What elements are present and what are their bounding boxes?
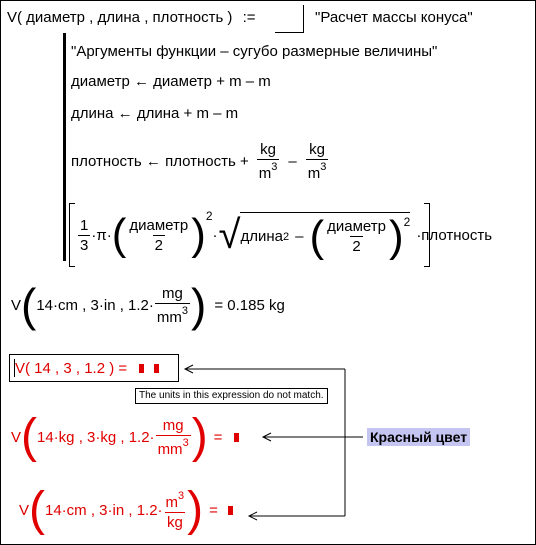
function-name: V <box>11 296 22 314</box>
kg-label: kg <box>309 140 325 158</box>
square-exp: 2 <box>403 214 411 229</box>
paren-open: ( <box>309 211 325 261</box>
two-label: 2 <box>352 238 361 255</box>
paren-open: ( <box>29 483 45 536</box>
square-exp: 2 <box>205 209 213 223</box>
paren-open: ( <box>111 210 127 259</box>
mg-label: mg <box>162 416 184 434</box>
kg-label: kg <box>166 513 183 531</box>
arguments: 14·cm , 3·in , 1.2· <box>36 296 154 314</box>
m-label: m <box>165 493 179 511</box>
minus-sign: – <box>295 228 304 245</box>
diameter-label: диаметр <box>129 216 189 234</box>
paren-close: ) <box>187 483 204 536</box>
pi-symbol: ·π· <box>91 226 112 244</box>
arguments: 14·cm , 3·in , 1.2· <box>45 501 163 519</box>
line-diameter: диаметр ← диаметр + m – m <box>71 73 271 90</box>
unitless-expression: V( 14 , 3 , 1.2 ) = <box>15 359 128 377</box>
paren-open: ( <box>21 279 37 331</box>
m-label: m <box>258 164 272 182</box>
paren-open: ( <box>21 410 37 463</box>
diameter-label: диаметр <box>327 218 386 235</box>
line-length: длина ← длина + m – m <box>71 105 239 122</box>
arguments: 14·kg , 3·kg , 1.2· <box>37 428 155 446</box>
cube-exp: 3 <box>181 304 189 317</box>
function-signature: V( диаметр , длина , плотность ) <box>7 9 233 26</box>
density-assign: плотность ← плотность + <box>71 152 249 170</box>
error-tooltip: The units in this expression do not match. <box>135 388 328 404</box>
mm-label: mm <box>157 440 183 458</box>
paren-close: ) <box>191 410 208 463</box>
title-comment: "Расчет массы конуса" <box>315 9 473 26</box>
square-exp: 2 <box>283 230 290 243</box>
minus-sign: – <box>288 152 297 170</box>
function-name: V <box>19 501 30 519</box>
equals-sign: = <box>209 501 218 519</box>
assign-operator: := <box>242 9 256 26</box>
mg-label: mg <box>162 284 183 302</box>
kg-label: kg <box>260 140 276 158</box>
paren-close: ) <box>191 279 207 331</box>
density-label: ·плотность <box>416 226 493 244</box>
annotation-arrows <box>1 1 535 544</box>
numerator-one: 1 <box>80 216 89 234</box>
sqrt-icon: √ <box>218 213 241 257</box>
mm-label: mm <box>156 308 182 326</box>
function-name: V <box>11 428 22 446</box>
paren-close: ) <box>191 210 206 259</box>
cube-exp: 3 <box>271 160 278 173</box>
equals-sign: = <box>213 428 223 446</box>
two-label: 2 <box>154 236 163 254</box>
red-color-note: Красный цвет <box>367 428 470 446</box>
cube-exp: 3 <box>182 436 189 449</box>
cube-exp: 3 <box>320 160 327 173</box>
length-label: длина <box>240 228 283 245</box>
m-label: m <box>307 164 321 182</box>
args-comment: "Аргументы функции – сугубо размерные величины" <box>71 43 438 60</box>
denominator-three: 3 <box>80 236 89 254</box>
result-value: = 0.185 kg <box>214 296 285 314</box>
cube-exp: 3 <box>178 489 185 502</box>
dot: · <box>212 226 218 244</box>
paren-close: ) <box>388 211 404 261</box>
